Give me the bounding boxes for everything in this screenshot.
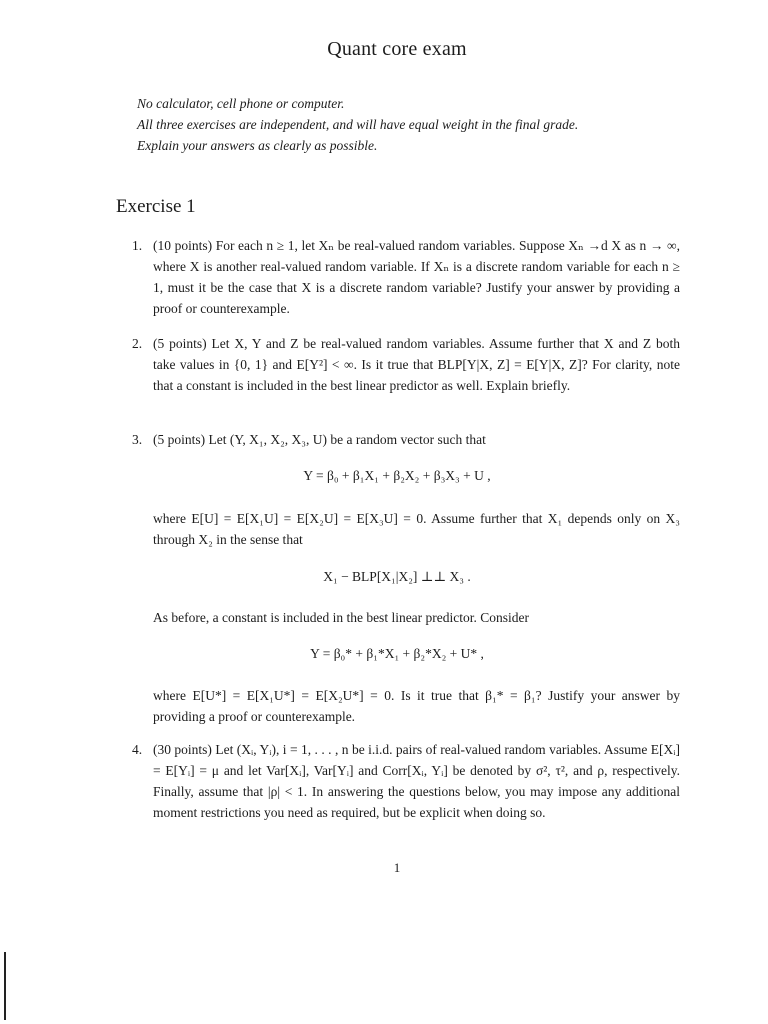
item-text: (10 points) For each n ≥ 1, let Xₙ be real-valued random variables. Suppose Xₙ →d X as n → ∞, where X is another real-valued random variable. If Xₙ is a discrete random variable for each n ≥ 1, must it be the case that X is a discrete random variable? Justify your answer by providing a proof or counterexample.: [153, 238, 680, 316]
equation-1: Y = β₀ + β₁X₁ + β₂X₂ + β₃X₃ + U ,: [303, 468, 491, 483]
exam-title: Quant core exam: [327, 38, 467, 60]
instruction-line: No calculator, cell phone or computer.: [137, 96, 345, 111]
section-heading: Exercise 1: [116, 196, 196, 217]
item-3-continuation: [153, 508, 680, 550]
item-number: 4.: [132, 742, 143, 757]
exercise-item-1: [132, 235, 680, 319]
page-number: 1: [393, 860, 401, 875]
exercise-item-4: [132, 739, 680, 823]
exam-instructions: [137, 93, 578, 156]
item-text: (5 points) Let X, Y and Z be real-valued random variables. Assume further that X and Z both take values in {0, 1} and E[Y²] < ∞. Is it true that BLP[Y|X, Z] = E[Y|X, Z]? For clarity, note that a constant is included in the best linear predictor as well. Explain briefly.: [153, 336, 680, 393]
exercise-item-2: [132, 333, 680, 396]
exercise-item-3: [132, 429, 680, 450]
scan-edge-mark: [4, 952, 6, 1020]
item-number: 2.: [132, 336, 143, 351]
equation-2: X₁ − BLP[X₁|X₂] ⊥⊥ X₃ .: [323, 569, 471, 584]
item-number: 1.: [132, 238, 143, 253]
instruction-line: All three exercises are independent, and will have equal weight in the final grade.: [137, 117, 579, 132]
item-3-continuation: [153, 685, 680, 727]
item-text: where E[U] = E[X₁U] = E[X₂U] = E[X₃U] = 0. Assume further that X₁ depends only on X₃ through X₂ in the sense that: [153, 511, 680, 547]
item-number: 3.: [132, 432, 143, 447]
item-text: As before, a constant is included in the best linear predictor. Consider: [153, 610, 530, 625]
item-text: where E[U*] = E[X₁U*] = E[X₂U*] = 0. Is it true that β₁* = β₁? Justify your answer by providing a proof or counterexample.: [153, 688, 680, 724]
equation-3: Y = β₀* + β₁*X₁ + β₂*X₂ + U* ,: [310, 646, 484, 661]
item-intro: (5 points) Let (Y, X₁, X₂, X₃, U) be a random vector such that: [153, 432, 486, 447]
instruction-line: Explain your answers as clearly as possible.: [137, 138, 378, 153]
item-text: (30 points) Let (Xᵢ, Yᵢ), i = 1, . . . , n be i.i.d. pairs of real-valued random variables. Assume E[Xᵢ] = E[Yᵢ] = μ and let Var[Xᵢ], Var[Yᵢ] and Corr[Xᵢ, Yᵢ] be denoted by σ², τ², and ρ, respectively. Finally, assume that |ρ| < 1. In answering the questions below, you may impose any additional moment restrictions you need as required, but be explicit when doing so.: [153, 742, 680, 820]
item-3-continuation: [153, 607, 680, 628]
